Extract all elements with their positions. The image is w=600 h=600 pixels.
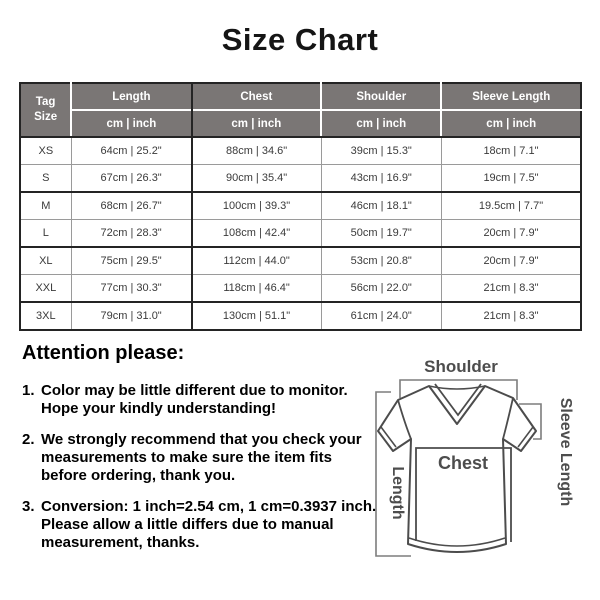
attention-note-2 (22, 431, 362, 485)
chest-cell: 100cm | 39.3" (192, 192, 321, 220)
unit-header: cm | inch (71, 110, 191, 137)
shoulder-cell: 56cm | 22.0" (321, 275, 441, 303)
attention-note-3 (22, 498, 377, 552)
sleeve-cell: 20cm | 7.9" (441, 220, 581, 248)
note-number: 3. (22, 498, 35, 515)
shoulder-cell: 46cm | 18.1" (321, 192, 441, 220)
column-header-shoulder: Shoulder (321, 83, 441, 110)
corner-line-1: Tag (35, 96, 56, 109)
chest-cell: 112cm | 44.0" (192, 247, 321, 275)
table-units-row (20, 110, 581, 137)
size-cell: S (20, 165, 71, 193)
attention-section (22, 342, 377, 565)
shoulder-cell: 61cm | 24.0" (321, 302, 441, 330)
chest-cell: 88cm | 34.6" (192, 137, 321, 165)
length-cell: 67cm | 26.3" (71, 165, 191, 193)
column-header-sleeve-length: Sleeve Length (441, 83, 581, 110)
page-title: Size Chart (221, 22, 379, 57)
corner-line-2: Size (34, 111, 58, 123)
length-cell: 79cm | 31.0" (71, 302, 191, 330)
table-row-xl (20, 247, 581, 275)
note-number: 1. (22, 382, 35, 399)
diagram-label-sleeve-length: Sleeve Length (557, 397, 574, 507)
tshirt-measurement-diagram (345, 338, 595, 600)
diagram-label-shoulder: Shoulder (424, 357, 498, 376)
diagram-label-chest: Chest (437, 453, 489, 473)
shoulder-cell: 43cm | 16.9" (321, 165, 441, 193)
table-row-s (20, 165, 581, 193)
length-cell: 72cm | 28.3" (71, 220, 191, 248)
size-cell: XL (20, 247, 71, 275)
sleeve-cell: 18cm | 7.1" (441, 137, 581, 165)
sleeve-cell: 19.5cm | 7.7" (441, 192, 581, 220)
diagram-label-length: Length (389, 466, 406, 520)
length-cell: 64cm | 25.2" (71, 137, 191, 165)
size-cell: M (20, 192, 71, 220)
table-row-xxl (20, 275, 581, 303)
column-header-length: Length (71, 83, 191, 110)
sleeve-cell: 21cm | 8.3" (441, 275, 581, 303)
sleeve-cell: 19cm | 7.5" (441, 165, 581, 193)
column-header-chest: Chest (192, 83, 321, 110)
table-row-xs (20, 137, 581, 165)
shoulder-cell: 39cm | 15.3" (321, 137, 441, 165)
chest-cell: 118cm | 46.4" (192, 275, 321, 303)
shoulder-cell: 53cm | 20.8" (321, 247, 441, 275)
unit-header: cm | inch (192, 110, 321, 137)
table-row-l (20, 220, 581, 248)
chest-cell: 90cm | 35.4" (192, 165, 321, 193)
size-cell: 3XL (20, 302, 71, 330)
unit-header: cm | inch (441, 110, 581, 137)
size-cell: XS (20, 137, 71, 165)
shoulder-cell: 50cm | 19.7" (321, 220, 441, 248)
length-cell: 68cm | 26.7" (71, 192, 191, 220)
length-cell: 77cm | 30.3" (71, 275, 191, 303)
size-cell: XXL (20, 275, 71, 303)
attention-note-1 (22, 382, 356, 418)
note-text: Conversion: 1 inch=2.54 cm, 1 cm=0.3937 inch. Please allow a little differs due to manual measurement, thanks. (41, 498, 377, 551)
size-cell: L (20, 220, 71, 248)
chest-cell: 108cm | 42.4" (192, 220, 321, 248)
table-header-row (20, 83, 581, 110)
corner-header-tag-size (20, 83, 71, 137)
table-row-3xl (20, 302, 581, 330)
unit-header: cm | inch (321, 110, 441, 137)
attention-heading: Attention please: (22, 342, 185, 364)
table-row-m (20, 192, 581, 220)
sleeve-cell: 20cm | 7.9" (441, 247, 581, 275)
note-text: We strongly recommend that you check your measurements to make sure the item fits before ordering, thank you. (41, 431, 362, 484)
sleeve-cell: 21cm | 8.3" (441, 302, 581, 330)
chest-cell: 130cm | 51.1" (192, 302, 321, 330)
note-number: 2. (22, 431, 35, 448)
size-table (19, 82, 582, 331)
length-cell: 75cm | 29.5" (71, 247, 191, 275)
note-text: Color may be little different due to monitor. Hope your kindly understanding! (41, 382, 348, 417)
